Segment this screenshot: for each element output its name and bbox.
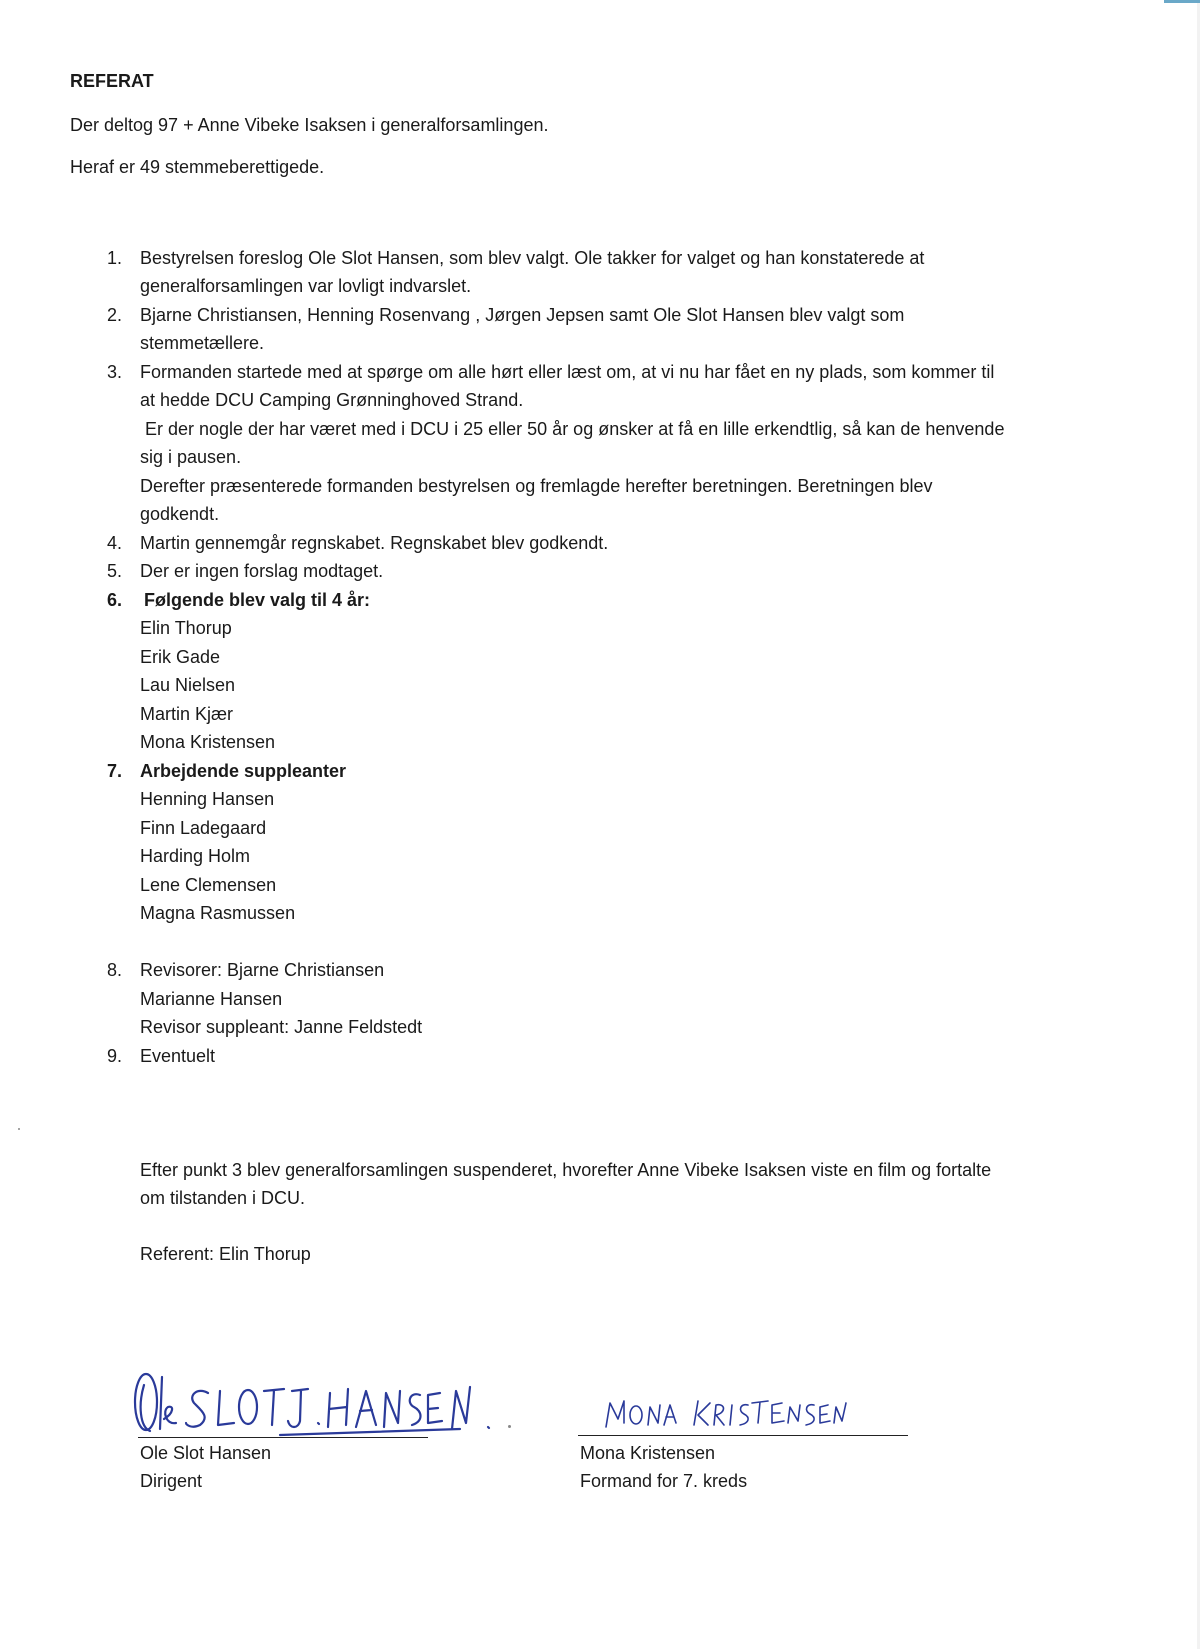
item-number: 5.	[106, 561, 122, 581]
closing-note-line-2: om tilstanden i DCU.	[140, 1188, 306, 1208]
scan-speck	[18, 1128, 20, 1130]
scan-speck	[508, 1425, 511, 1428]
substitute-member: Finn Ladegaard	[140, 818, 267, 838]
item-8-line-1: Revisorer: Bjarne Christiansen	[140, 960, 385, 980]
item-3-line-6: godkendt.	[140, 504, 220, 524]
item-number: 2.	[106, 305, 122, 325]
item-1-line-1: Bestyrelsen foreslog Ole Slot Hansen, som blev valgt. Ole takker for valget og han konstaterede at	[140, 248, 925, 268]
item-number: 9.	[106, 1046, 122, 1066]
intro-attendance: Der deltog 97 + Anne Vibeke Isaksen i generalforsamlingen.	[70, 115, 549, 135]
item-4-line-1: Martin gennemgår regnskabet. Regnskabet blev godkendt.	[140, 533, 609, 553]
elected-member: Mona Kristensen	[140, 732, 276, 752]
item-3-line-5: Derefter præsenterede formanden bestyrelsen og fremlagde herefter beretningen. Beretningen blev	[140, 476, 933, 496]
elected-member: Lau Nielsen	[140, 675, 236, 695]
document-title: REFERAT	[70, 71, 154, 91]
signer-name-left: Ole Slot Hansen	[140, 1443, 272, 1463]
elected-member: Martin Kjær	[140, 704, 234, 724]
item-number: 4.	[106, 533, 122, 553]
signature-ole-slot-hansen	[130, 1365, 520, 1440]
item-3-line-1: Formanden startede med at spørge om alle hørt eller læst om, at vi nu har fået en ny plads, som kommer til	[140, 362, 995, 382]
signature-mona-kristensen	[600, 1393, 850, 1435]
signer-role-left: Dirigent	[140, 1471, 203, 1491]
item-2-line-2: stemmetællere.	[140, 333, 265, 353]
substitute-member: Magna Rasmussen	[140, 903, 296, 923]
item-1-line-2: generalforsamlingen var lovligt indvarslet.	[140, 276, 472, 296]
elected-member: Erik Gade	[140, 647, 221, 667]
item-3-line-3: Er der nogle der har været med i DCU i 25 eller 50 år og ønsker at få en lille erkendtlig, så kan de henvende	[140, 419, 1005, 439]
item-6-heading: Følgende blev valg til 4 år:	[144, 590, 371, 610]
item-9-line-1: Eventuelt	[140, 1046, 216, 1066]
item-number: 1.	[106, 248, 122, 268]
item-5-line-1: Der er ingen forslag modtaget.	[140, 561, 384, 581]
item-8-line-2: Marianne Hansen	[140, 989, 283, 1009]
signer-name-right: Mona Kristensen	[580, 1443, 716, 1463]
closing-note-line-1: Efter punkt 3 blev generalforsamlingen suspenderet, hvorefter Anne Vibeke Isaksen viste en film og fortalte	[140, 1160, 992, 1180]
item-2-line-1: Bjarne Christiansen, Henning Rosenvang , Jørgen Jepsen samt Ole Slot Hansen blev valgt som	[140, 305, 905, 325]
item-number: 8.	[106, 960, 122, 980]
signer-role-right: Formand for 7. kreds	[580, 1471, 748, 1491]
substitute-member: Harding Holm	[140, 846, 251, 866]
elected-member: Elin Thorup	[140, 618, 232, 638]
item-8-line-3: Revisor suppleant: Janne Feldstedt	[140, 1017, 423, 1037]
referent: Referent: Elin Thorup	[140, 1244, 311, 1264]
signature-line-right	[578, 1435, 908, 1436]
substitute-member: Henning Hansen	[140, 789, 275, 809]
item-number: 3.	[106, 362, 122, 382]
intro-voters: Heraf er 49 stemmeberettigede.	[70, 157, 325, 177]
corner-mark	[1164, 0, 1200, 3]
substitute-member: Lene Clemensen	[140, 875, 277, 895]
item-7-heading: Arbejdende suppleanter	[140, 761, 347, 781]
signature-line-left	[138, 1437, 428, 1438]
item-number: 6.	[106, 590, 122, 610]
item-number: 7.	[106, 761, 122, 781]
item-3-line-4: sig i pausen.	[140, 447, 242, 467]
item-3-line-2: at hedde DCU Camping Grønninghoved Strand.	[140, 390, 524, 410]
